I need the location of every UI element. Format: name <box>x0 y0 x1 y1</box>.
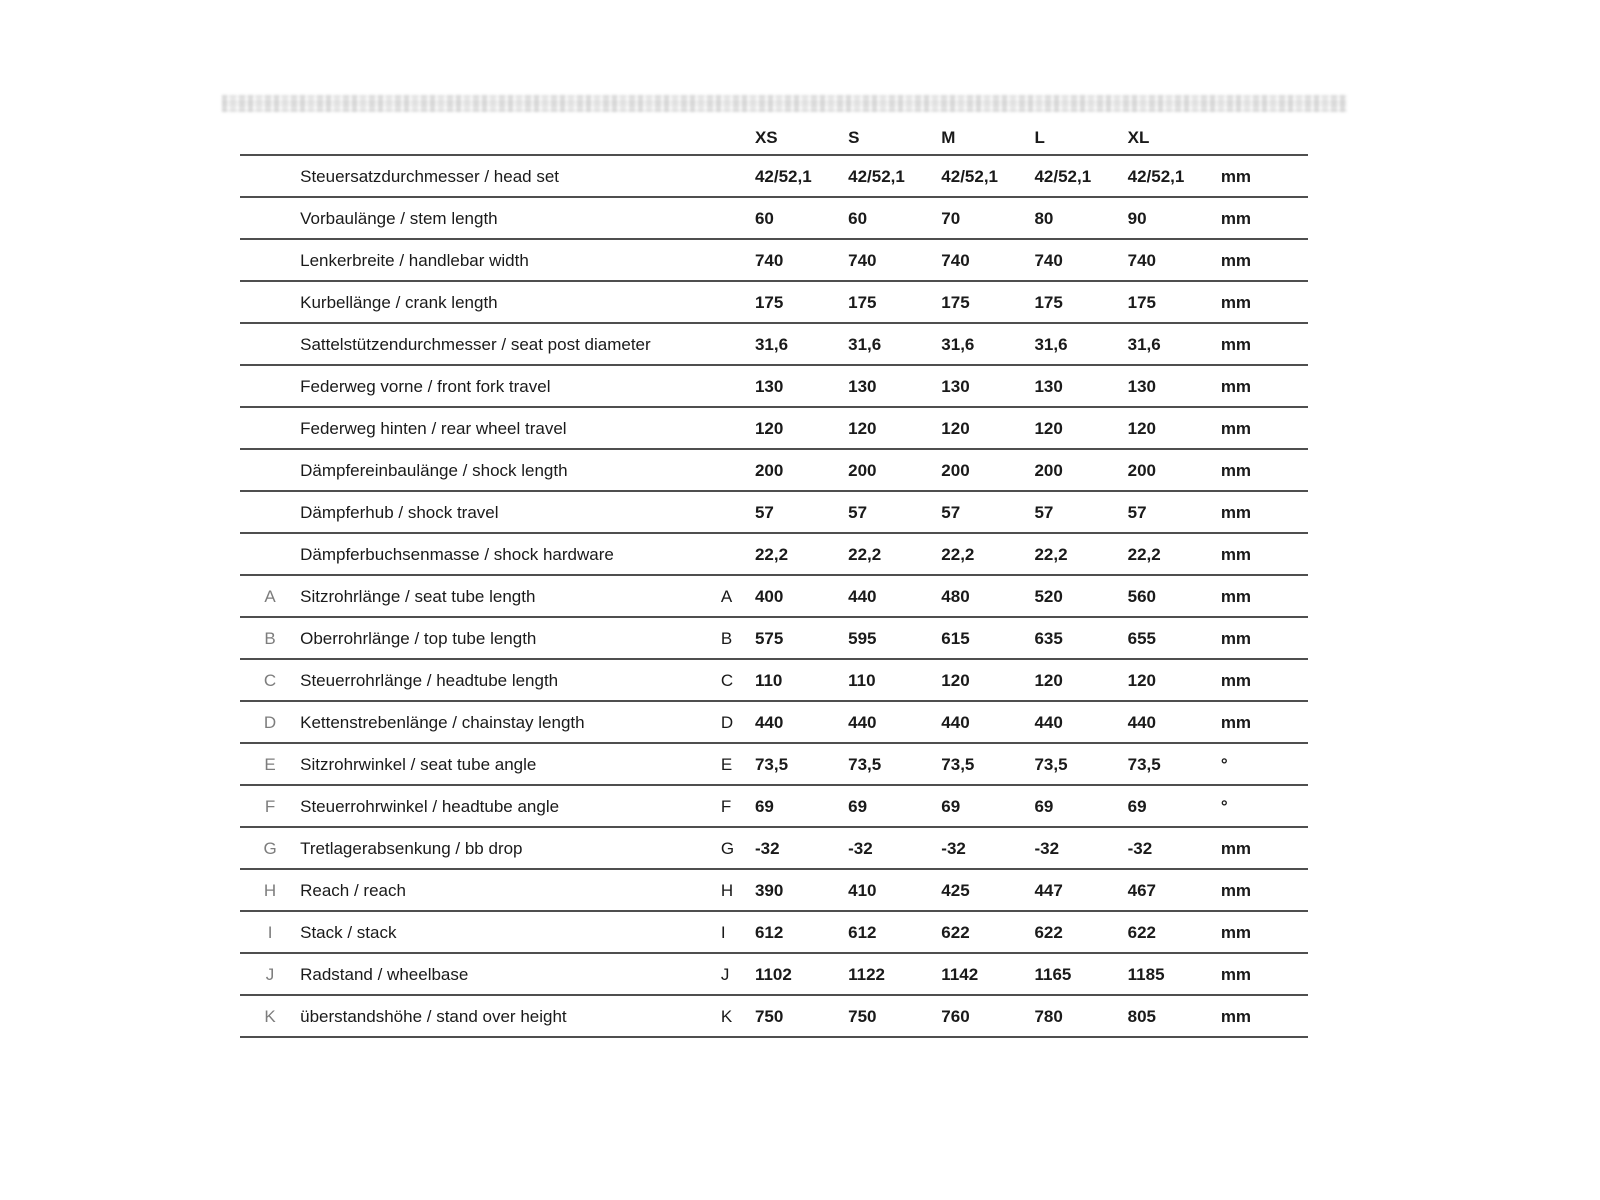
value-m: 57 <box>941 491 1034 533</box>
row-unit: mm <box>1221 281 1308 323</box>
row-unit: mm <box>1221 617 1308 659</box>
spec-row <box>240 743 1308 785</box>
value-m: 740 <box>941 239 1034 281</box>
row-letter-left <box>240 239 300 281</box>
value-xs: -32 <box>755 827 848 869</box>
size-header-xl: XL <box>1128 120 1221 155</box>
row-label: Radstand / wheelbase <box>300 953 721 995</box>
row-letter-left <box>240 407 300 449</box>
value-xl: 90 <box>1128 197 1221 239</box>
value-s: 22,2 <box>848 533 941 575</box>
size-header-l: L <box>1034 120 1127 155</box>
value-l: 440 <box>1034 701 1127 743</box>
row-letter-inner <box>721 281 755 323</box>
row-unit: mm <box>1221 953 1308 995</box>
spec-row <box>240 785 1308 827</box>
value-xl: 73,5 <box>1128 743 1221 785</box>
row-letter-inner <box>721 533 755 575</box>
value-xs: 69 <box>755 785 848 827</box>
row-unit: ° <box>1221 743 1308 785</box>
value-s: 120 <box>848 407 941 449</box>
value-m: 70 <box>941 197 1034 239</box>
value-l: 447 <box>1034 869 1127 911</box>
value-s: 595 <box>848 617 941 659</box>
spec-row <box>240 953 1308 995</box>
value-m: 130 <box>941 365 1034 407</box>
row-unit: mm <box>1221 827 1308 869</box>
value-m: 120 <box>941 659 1034 701</box>
value-m: 73,5 <box>941 743 1034 785</box>
row-letter-left: E <box>240 743 300 785</box>
row-letter-inner: A <box>721 575 755 617</box>
value-xs: 390 <box>755 869 848 911</box>
value-m: 31,6 <box>941 323 1034 365</box>
row-letter-left <box>240 449 300 491</box>
row-label: Sitzrohrlänge / seat tube length <box>300 575 721 617</box>
row-label: Dämpferhub / shock travel <box>300 491 721 533</box>
row-label: Kurbellänge / crank length <box>300 281 721 323</box>
value-s: 73,5 <box>848 743 941 785</box>
value-s: -32 <box>848 827 941 869</box>
value-l: 200 <box>1034 449 1127 491</box>
row-letter-inner <box>721 197 755 239</box>
row-letter-inner <box>721 323 755 365</box>
value-xs: 1102 <box>755 953 848 995</box>
row-unit: mm <box>1221 407 1308 449</box>
value-s: 110 <box>848 659 941 701</box>
spec-row <box>240 407 1308 449</box>
value-s: 440 <box>848 701 941 743</box>
value-l: 120 <box>1034 659 1127 701</box>
value-xs: 612 <box>755 911 848 953</box>
row-letter-left: J <box>240 953 300 995</box>
value-s: 410 <box>848 869 941 911</box>
value-xl: 42/52,1 <box>1128 155 1221 197</box>
row-label: überstandshöhe / stand over height <box>300 995 721 1037</box>
value-m: 42/52,1 <box>941 155 1034 197</box>
value-xl: 130 <box>1128 365 1221 407</box>
value-m: 622 <box>941 911 1034 953</box>
value-s: 740 <box>848 239 941 281</box>
spec-row <box>240 869 1308 911</box>
value-m: 440 <box>941 701 1034 743</box>
row-letter-inner: J <box>721 953 755 995</box>
value-l: 520 <box>1034 575 1127 617</box>
row-letter-inner <box>721 407 755 449</box>
value-s: 57 <box>848 491 941 533</box>
row-unit: mm <box>1221 449 1308 491</box>
row-label: Dämpfereinbaulänge / shock length <box>300 449 721 491</box>
row-letter-inner: B <box>721 617 755 659</box>
value-l: 57 <box>1034 491 1127 533</box>
value-xs: 400 <box>755 575 848 617</box>
row-unit: mm <box>1221 533 1308 575</box>
value-xs: 200 <box>755 449 848 491</box>
spec-row <box>240 659 1308 701</box>
row-letter-inner: C <box>721 659 755 701</box>
value-s: 175 <box>848 281 941 323</box>
value-s: 612 <box>848 911 941 953</box>
size-header-xs: XS <box>755 120 848 155</box>
value-xs: 575 <box>755 617 848 659</box>
spec-row <box>240 701 1308 743</box>
row-label: Kettenstrebenlänge / chainstay length <box>300 701 721 743</box>
row-letter-inner <box>721 155 755 197</box>
value-m: 760 <box>941 995 1034 1037</box>
row-letter-inner: K <box>721 995 755 1037</box>
row-letter-inner <box>721 449 755 491</box>
value-s: 60 <box>848 197 941 239</box>
value-xs: 73,5 <box>755 743 848 785</box>
value-xs: 22,2 <box>755 533 848 575</box>
spec-row <box>240 575 1308 617</box>
spec-row <box>240 617 1308 659</box>
value-m: 200 <box>941 449 1034 491</box>
value-xs: 60 <box>755 197 848 239</box>
row-letter-left <box>240 491 300 533</box>
row-unit: mm <box>1221 491 1308 533</box>
value-xl: 31,6 <box>1128 323 1221 365</box>
row-label: Vorbaulänge / stem length <box>300 197 721 239</box>
row-unit: mm <box>1221 869 1308 911</box>
row-unit: mm <box>1221 239 1308 281</box>
value-xs: 57 <box>755 491 848 533</box>
value-xl: 175 <box>1128 281 1221 323</box>
row-letter-left: I <box>240 911 300 953</box>
row-unit: mm <box>1221 701 1308 743</box>
header-spacer-inner <box>721 120 755 155</box>
value-s: 31,6 <box>848 323 941 365</box>
value-l: 635 <box>1034 617 1127 659</box>
value-s: 1122 <box>848 953 941 995</box>
row-letter-inner <box>721 239 755 281</box>
spec-row <box>240 197 1308 239</box>
value-l: 1165 <box>1034 953 1127 995</box>
size-header-row <box>240 120 1308 155</box>
row-label: Sitzrohrwinkel / seat tube angle <box>300 743 721 785</box>
row-letter-left <box>240 533 300 575</box>
row-unit: mm <box>1221 323 1308 365</box>
spec-row <box>240 365 1308 407</box>
row-letter-left: C <box>240 659 300 701</box>
value-m: 1142 <box>941 953 1034 995</box>
value-l: 780 <box>1034 995 1127 1037</box>
blurred-title-band <box>222 95 1347 112</box>
value-l: 42/52,1 <box>1034 155 1127 197</box>
value-xs: 110 <box>755 659 848 701</box>
value-xl: 120 <box>1128 407 1221 449</box>
row-letter-inner: D <box>721 701 755 743</box>
row-letter-inner: H <box>721 869 755 911</box>
value-xs: 740 <box>755 239 848 281</box>
value-l: 622 <box>1034 911 1127 953</box>
row-letter-left <box>240 365 300 407</box>
row-letter-inner: E <box>721 743 755 785</box>
spec-row <box>240 155 1308 197</box>
value-xl: 740 <box>1128 239 1221 281</box>
row-label: Oberrohrlänge / top tube length <box>300 617 721 659</box>
size-header-s: S <box>848 120 941 155</box>
value-l: 80 <box>1034 197 1127 239</box>
value-xl: 655 <box>1128 617 1221 659</box>
value-s: 200 <box>848 449 941 491</box>
spec-row <box>240 323 1308 365</box>
row-unit: mm <box>1221 911 1308 953</box>
value-m: 480 <box>941 575 1034 617</box>
row-letter-inner: F <box>721 785 755 827</box>
row-label: Sattelstützendurchmesser / seat post diameter <box>300 323 721 365</box>
row-label: Reach / reach <box>300 869 721 911</box>
spec-row <box>240 533 1308 575</box>
geometry-table <box>240 120 1308 1038</box>
value-l: 740 <box>1034 239 1127 281</box>
value-xl: 69 <box>1128 785 1221 827</box>
value-xl: 560 <box>1128 575 1221 617</box>
row-letter-inner <box>721 365 755 407</box>
row-letter-inner: I <box>721 911 755 953</box>
value-xl: 1185 <box>1128 953 1221 995</box>
row-letter-left <box>240 323 300 365</box>
value-l: 130 <box>1034 365 1127 407</box>
row-unit: mm <box>1221 155 1308 197</box>
row-unit: mm <box>1221 659 1308 701</box>
header-spacer-unit <box>1221 120 1308 155</box>
row-letter-left: K <box>240 995 300 1037</box>
value-xl: 805 <box>1128 995 1221 1037</box>
row-letter-left: G <box>240 827 300 869</box>
value-xs: 440 <box>755 701 848 743</box>
value-s: 750 <box>848 995 941 1037</box>
value-xs: 750 <box>755 995 848 1037</box>
spec-row <box>240 995 1308 1037</box>
row-label: Tretlagerabsenkung / bb drop <box>300 827 721 869</box>
value-s: 130 <box>848 365 941 407</box>
size-header-m: M <box>941 120 1034 155</box>
value-m: 425 <box>941 869 1034 911</box>
row-label: Steuersatzdurchmesser / head set <box>300 155 721 197</box>
row-label: Federweg vorne / front fork travel <box>300 365 721 407</box>
value-l: 175 <box>1034 281 1127 323</box>
header-spacer-letter <box>240 120 300 155</box>
value-m: 615 <box>941 617 1034 659</box>
value-xl: 120 <box>1128 659 1221 701</box>
spec-row <box>240 827 1308 869</box>
value-l: 31,6 <box>1034 323 1127 365</box>
row-unit: mm <box>1221 197 1308 239</box>
row-label: Steuerrohrlänge / headtube length <box>300 659 721 701</box>
row-letter-left <box>240 155 300 197</box>
value-xs: 31,6 <box>755 323 848 365</box>
row-unit: mm <box>1221 995 1308 1037</box>
header-spacer-label <box>300 120 721 155</box>
spec-row <box>240 491 1308 533</box>
spec-row <box>240 911 1308 953</box>
value-m: 175 <box>941 281 1034 323</box>
row-unit: mm <box>1221 575 1308 617</box>
value-xl: 57 <box>1128 491 1221 533</box>
value-xl: 440 <box>1128 701 1221 743</box>
row-label: Stack / stack <box>300 911 721 953</box>
row-unit: mm <box>1221 365 1308 407</box>
row-label: Federweg hinten / rear wheel travel <box>300 407 721 449</box>
value-m: 69 <box>941 785 1034 827</box>
value-m: 22,2 <box>941 533 1034 575</box>
value-xl: 467 <box>1128 869 1221 911</box>
value-xs: 175 <box>755 281 848 323</box>
spec-row <box>240 449 1308 491</box>
spec-row <box>240 239 1308 281</box>
row-letter-left: B <box>240 617 300 659</box>
value-xs: 42/52,1 <box>755 155 848 197</box>
spec-row <box>240 281 1308 323</box>
value-xl: 622 <box>1128 911 1221 953</box>
value-xl: 200 <box>1128 449 1221 491</box>
row-label: Lenkerbreite / handlebar width <box>300 239 721 281</box>
value-l: 73,5 <box>1034 743 1127 785</box>
value-s: 69 <box>848 785 941 827</box>
value-xl: 22,2 <box>1128 533 1221 575</box>
row-letter-left <box>240 281 300 323</box>
value-l: 120 <box>1034 407 1127 449</box>
value-s: 42/52,1 <box>848 155 941 197</box>
row-letter-left <box>240 197 300 239</box>
row-label: Dämpferbuchsenmasse / shock hardware <box>300 533 721 575</box>
row-letter-left: A <box>240 575 300 617</box>
value-l: -32 <box>1034 827 1127 869</box>
value-xs: 120 <box>755 407 848 449</box>
row-letter-left: H <box>240 869 300 911</box>
row-letter-left: F <box>240 785 300 827</box>
value-l: 22,2 <box>1034 533 1127 575</box>
value-m: -32 <box>941 827 1034 869</box>
row-letter-inner: G <box>721 827 755 869</box>
value-xl: -32 <box>1128 827 1221 869</box>
geometry-table-body <box>240 155 1308 1037</box>
value-l: 69 <box>1034 785 1127 827</box>
row-label: Steuerrohrwinkel / headtube angle <box>300 785 721 827</box>
value-xs: 130 <box>755 365 848 407</box>
value-m: 120 <box>941 407 1034 449</box>
row-unit: ° <box>1221 785 1308 827</box>
value-s: 440 <box>848 575 941 617</box>
row-letter-inner <box>721 491 755 533</box>
row-letter-left: D <box>240 701 300 743</box>
